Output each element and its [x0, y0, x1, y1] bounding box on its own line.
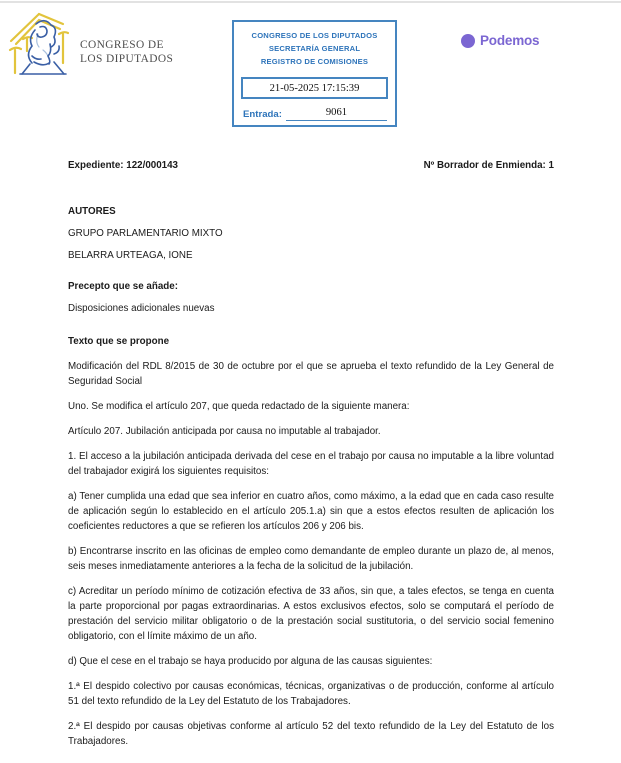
stamp-datetime: 21-05-2025 17:15:39: [269, 82, 360, 94]
podemos-logo: [461, 33, 539, 48]
body-paragraph: Modificación del RDL 8/2015 de 30 de octubre por el que se aprueba el texto refundido de la Ley General de Seguridad Social: [68, 361, 554, 387]
body-paragraph: 2.ª El despido por causas objetivas conforme al artículo 52 del texto refundido de la Ley del Estatuto de los Trabajadores.: [68, 721, 554, 747]
stamp-datetime-box: [241, 77, 388, 99]
expediente-number: Expediente: 122/000143: [68, 160, 179, 171]
meta-row: [68, 158, 554, 173]
podemos-circle-icon: [461, 34, 475, 48]
autor-item: BELARRA URTEAGA, IONE: [68, 250, 193, 261]
autores-heading: AUTORES: [68, 206, 116, 217]
body-paragraph: a) Tener cumplida una edad que sea inferior en cuatro años, como máximo, a la edad que en cada caso resulte de aplicación según lo establecido en el artículo 205.1.a) sin que a estos efectos resulten de aplicación los coeficientes reductores a que se refieren los artículos 206 y 206 bis.: [68, 491, 554, 532]
congress-logo: [8, 10, 173, 78]
stamp-registry-line: REGISTRO DE COMISIONES: [260, 57, 369, 66]
congress-lion-emblem-icon: [8, 10, 78, 78]
stamp-entry-number: 9061: [286, 106, 387, 121]
borrador-number: Nº Borrador de Enmienda: 1: [423, 160, 554, 171]
congress-wordmark-line1: CONGRESO DE: [80, 39, 164, 51]
body-paragraph: Uno. Se modifica el artículo 207, que queda redactado de la siguiente manera:: [68, 401, 410, 412]
page-top-edge: [0, 1, 621, 3]
registry-stamp: [232, 20, 397, 127]
document-body: [68, 158, 554, 749]
body-paragraph: Artículo 207. Jubilación anticipada por causa no imputable al trabajador.: [68, 426, 381, 437]
autor-item: GRUPO PARLAMENTARIO MIXTO: [68, 228, 223, 239]
stamp-dept-line: SECRETARÍA GENERAL: [268, 44, 361, 53]
texto-heading: Texto que se propone: [68, 336, 170, 347]
body-paragraph: 1.ª El despido colectivo por causas económicas, técnicas, organizativas o de producción, conforme al artículo 51 del texto refundido de la Ley del Estatuto de los Trabajadores.: [68, 681, 554, 707]
congress-wordmark-line2: LOS DIPUTADOS: [80, 53, 174, 65]
podemos-label: Podemos: [480, 33, 540, 48]
congress-wordmark: [80, 38, 173, 78]
stamp-org-line: CONGRESO DE LOS DIPUTADOS: [251, 31, 378, 40]
precepto-body: Disposiciones adicionales nuevas: [68, 303, 215, 314]
body-paragraph: b) Encontrarse inscrito en las oficinas de empleo como demandante de empleo durante un plazo de, al menos, seis meses inmediatamente anteriores a la fecha de la solicitud de la jubilación.: [68, 546, 554, 572]
stamp-entry-label: Entrada:: [243, 109, 282, 120]
precepto-heading: Precepto que se añade:: [68, 281, 178, 292]
stamp-entry-row: [234, 106, 395, 121]
body-paragraph: d) Que el cese en el trabajo se haya producido por alguna de las causas siguientes:: [68, 656, 433, 667]
body-paragraph: 1. El acceso a la jubilación anticipada derivada del cese en el trabajo por causa no imputable a la libre voluntad del trabajador exigirá los siguientes requisitos:: [68, 451, 554, 477]
body-paragraph: c) Acreditar un período mínimo de cotización efectiva de 33 años, sin que, a tales efectos, se tenga en cuenta la parte proporcional por pagas extraordinarias. A estos exclusivos efectos, solo se computará el período de prestación del servicio militar obligatorio o de la prestación social sustitutoria, o del servicio social femenino obligatorio, con el límite máximo de un año.: [68, 586, 554, 642]
